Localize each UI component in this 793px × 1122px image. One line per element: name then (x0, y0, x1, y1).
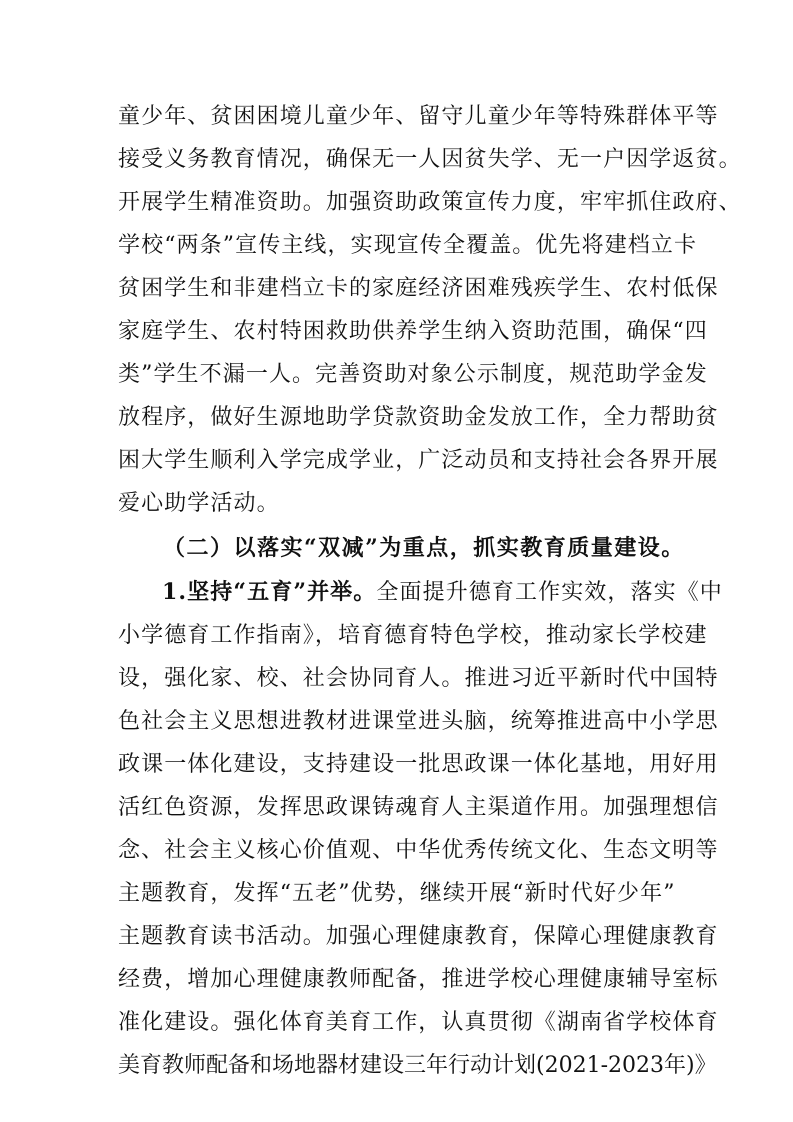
body-text-line: 念、社会主义核心价值观、中华优秀传统文化、生态文明等 (118, 838, 719, 863)
body-text-line: 贫困学生和非建档立卡的家庭经济困难残疾学生、农村低保 (118, 276, 719, 301)
item1-first-line (162, 577, 723, 608)
body-text-line: 主题教育读书活动。加强心理健康教育，保障心理健康教育 (118, 924, 719, 949)
body-text-line: 小学德育工作指南》，培育德育特色学校，推动家长学校建 (118, 623, 708, 648)
body-text-line: 主题教育，发挥“五老”优势，继续开展“新时代好少年” (118, 881, 676, 906)
body-text-line: 困大学生顺利入学完成学业，广泛动员和支持社会各界开展 (118, 448, 719, 473)
body-text-line: 开展学生精准资助。加强资助政策宣传力度，牢牢抓住政府、 (118, 190, 742, 215)
body-text-line: 童少年、贫困困境儿童少年、留守儿童少年等特殊群体平等 (118, 104, 719, 129)
body-text-line: 准化建设。强化体育美育工作，认真贯彻《湖南省学校体育 (118, 1010, 719, 1035)
body-text-line: 接受义务教育情况，确保无一人因贫失学、无一户因学返贫。 (118, 147, 742, 172)
body-text-line: 活红色资源，发挥思政课铸魂育人主渠道作用。加强理想信 (118, 795, 719, 820)
body-text-line: 设，强化家、校、社会协同育人。推进习近平新时代中国特 (118, 666, 719, 691)
body-text-line: 爱心助学活动。 (118, 491, 280, 516)
body-text-line: 色社会主义思想进教材进课堂进头脑，统筹推进高中小学思 (118, 709, 719, 734)
body-text-line: 类”学生不漏一人。完善资助对象公示制度，规范助学金发 (118, 362, 708, 387)
body-text-line: 美育教师配备和场地器材建设三年行动计划(2021-2023年)》 (118, 1053, 717, 1078)
item1-first-line-text: 全面提升德育工作实效，落实《中 (376, 580, 723, 605)
body-text-line: 学校“两条”宣传主线，实现宣传全覆盖。优先将建档立卡 (118, 233, 698, 258)
body-text-line: 政课一体化建设，支持建设一批思政课一体化基地，用好用 (118, 752, 719, 777)
body-text-line: 经费，增加心理健康教师配备，推进学校心理健康辅导室标 (118, 967, 719, 992)
section-heading: （二）以落实“双减”为重点，抓实教育质量建设。 (163, 535, 685, 561)
item1-label: 1.坚持“五育”并举。 (162, 579, 377, 605)
body-text-line: 放程序，做好生源地助学贷款资助金发放工作，全力帮助贫 (118, 405, 719, 430)
body-text-line: 家庭学生、农村特困救助供养学生纳入资助范围，确保“四 (118, 319, 708, 344)
